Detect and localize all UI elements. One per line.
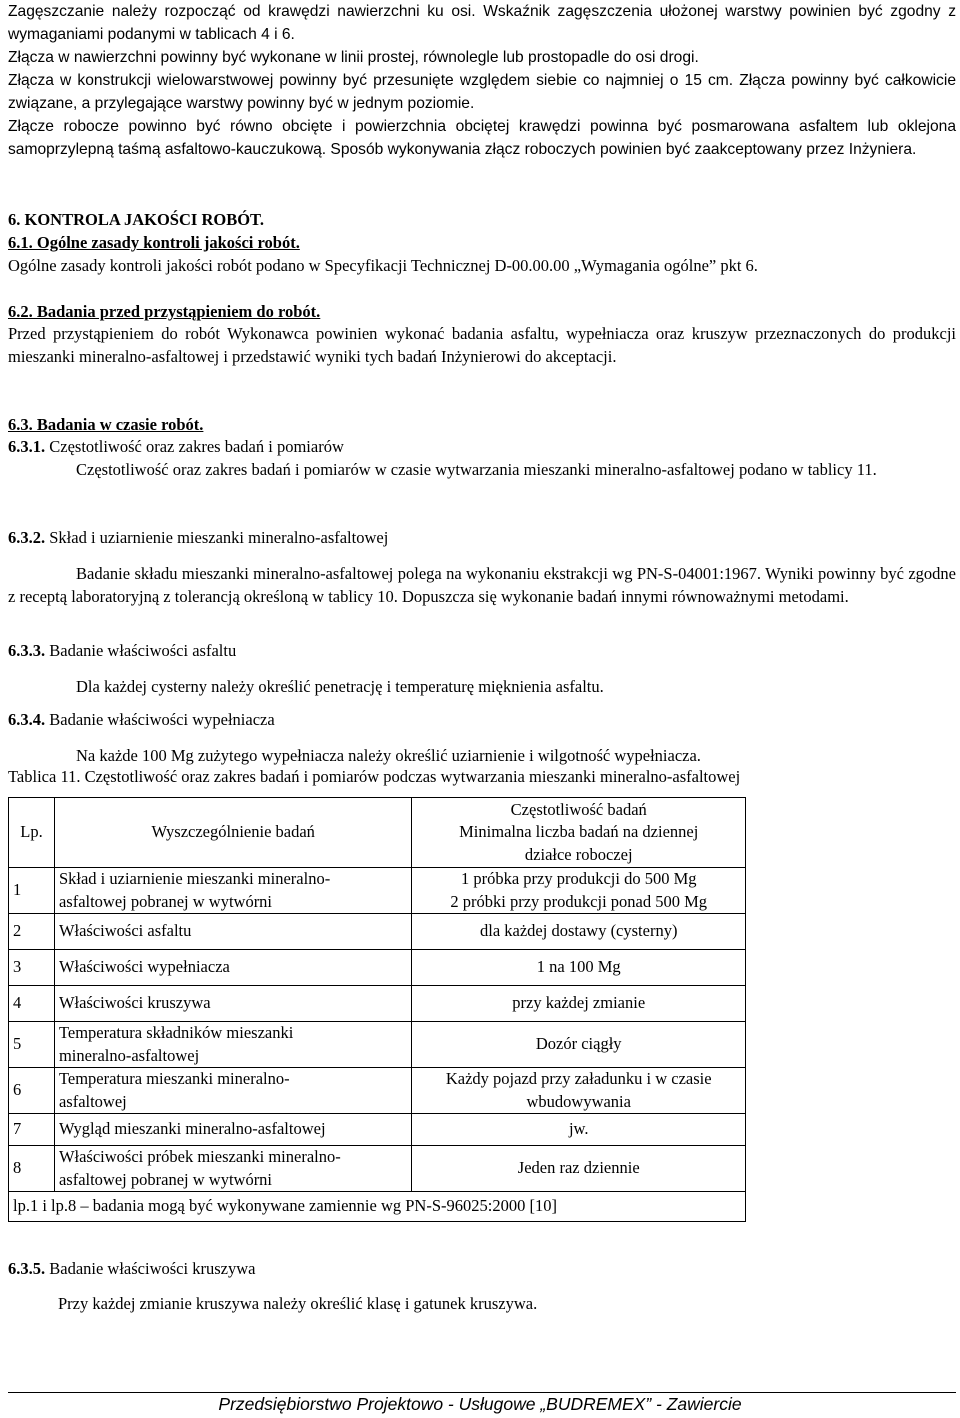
section-6-3-3-title: Badanie właściwości asfaltu (49, 641, 237, 660)
row-item-line1: Temperatura składników mieszanki (58, 1023, 294, 1042)
row-item (54, 868, 412, 914)
row-lp: 3 (9, 950, 55, 986)
section-6-1-heading: 6.1. Ogólne zasady kontroli jakości robót. (8, 233, 300, 252)
row-lp: 2 (9, 914, 55, 950)
row-lp: 7 (9, 1114, 55, 1146)
section-6-3-5-number: 6.3.5. (8, 1259, 46, 1278)
row-item-line2: asfaltowej pobranej w wytwórni (58, 891, 273, 911)
table-11 (8, 797, 746, 1222)
table-row (9, 1068, 746, 1114)
section-6-3-4-title: Badanie właściwości wypełniacza (49, 710, 275, 729)
row-item: Właściwości wypełniacza (54, 950, 412, 986)
row-frequency-line1: Każdy pojazd przy załadunku i w czasie (445, 1069, 712, 1088)
row-item-line2: mineralno-asfaltowej (58, 1045, 200, 1065)
header-item: Wyszczególnienie badań (54, 798, 412, 868)
table-header-row (9, 798, 746, 868)
intro-block (8, 0, 956, 161)
row-lp: 4 (9, 986, 55, 1022)
section-6-2-text: Przed przystąpieniem do robót Wykonawca powinien wykonać badania asfaltu, wypełniacza oraz kruszyw przeznaczonych do produkcji mieszanki mineralno-asfaltowej i przedstawić wyniki tych badań Inżynierowi do akceptacji. (8, 324, 956, 366)
row-item: Wygląd mieszanki mineralno-asfaltowej (54, 1114, 412, 1146)
section-6-3-2-title: Skład i uziarnienie mieszanki mineralno-asfaltowej (49, 528, 389, 547)
row-frequency-line2: 2 próbki przy produkcji ponad 500 Mg (450, 891, 708, 911)
row-frequency: przy każdej zmianie (412, 986, 746, 1022)
header-frequency-line3: działce roboczej (524, 844, 633, 864)
row-frequency: dla każdej dostawy (cysterny) (412, 914, 746, 950)
row-frequency: 1 na 100 Mg (412, 950, 746, 986)
row-frequency: Jeden raz dziennie (412, 1146, 746, 1192)
page-footer: Przedsiębiorstwo Projektowo - Usługowe „BUDREMEX” - Zawiercie (218, 1394, 742, 1414)
section-6-3-4-number: 6.3.4. (8, 710, 46, 729)
footer-divider (8, 1392, 956, 1393)
section-6-3-2-number: 6.3.2. (8, 528, 46, 547)
section-6-3-5-text: Przy każdej zmianie kruszywa należy określić klasę i gatunek kruszywa. (58, 1294, 538, 1313)
section-6-3-3-text: Dla każdej cysterny należy określić penetrację i temperaturę mięknienia asfaltu. (76, 677, 604, 696)
section-6-3-4-heading (8, 708, 275, 731)
section-6-3-1-text: Częstotliwość oraz zakres badań i pomiarów w czasie wytwarzania mieszanki mineralno-asfaltowej podano w tablicy 11. (76, 460, 877, 479)
row-frequency: Dozór ciągły (412, 1022, 746, 1068)
section-6-3-5-heading (8, 1257, 255, 1280)
row-frequency (412, 868, 746, 914)
row-item (54, 1068, 412, 1114)
table-row (9, 1114, 746, 1146)
row-item-line1: Skład i uziarnienie mieszanki mineralno- (58, 869, 331, 888)
header-lp: Lp. (9, 798, 55, 868)
paragraph-joints-line: Złącza w nawierzchni powinny być wykonane w linii prostej, równolegle lub prostopadle do osi drogi. (8, 49, 699, 66)
row-item (54, 1146, 412, 1192)
header-frequency (412, 798, 746, 868)
section-6-3-heading: 6.3. Badania w czasie robót. (8, 415, 204, 434)
table-row (9, 950, 746, 986)
section-6-3-2-text: Badanie składu mieszanki mineralno-asfaltowej polega na wykonaniu ekstrakcji wg PN-S-04001:1967. Wyniki powinny być zgodne z receptą laboratoryjną z tolerancją określoną w tablicy 10. Dopuszcza się wykonanie badań innymi równoważnymi metodami. (8, 564, 956, 606)
row-frequency-line1: 1 próbka przy produkcji do 500 Mg (460, 869, 697, 888)
section-6-heading: 6. KONTROLA JAKOŚCI ROBÓT. (8, 210, 264, 229)
paragraph-joints-multilayer: Złącza w konstrukcji wielowarstwowej powinny być przesunięte względem siebie co najmniej o 15 cm. Złącza powinny być całkowicie związane, a przylegające warstwy powinny być w jednym poziomie. (8, 72, 956, 112)
section-6-3-3-number: 6.3.3. (8, 641, 46, 660)
table-row (9, 1146, 746, 1192)
paragraph-compaction: Zagęszczanie należy rozpocząć od krawędzi nawierzchni ku osi. Wskaźnik zagęszczenia ułożonej warstwy powinien być zgodny z wymaganiami podanymi w tablicach 4 i 6. (8, 3, 956, 43)
row-lp: 8 (9, 1146, 55, 1192)
header-frequency-line2: Minimalna liczba badań na dziennej (459, 822, 699, 842)
section-6-3-1-number: 6.3.1. (8, 437, 46, 456)
table-row (9, 986, 746, 1022)
header-frequency-line1: Częstotliwość badań (510, 799, 647, 819)
row-frequency-line2: wbudowywania (526, 1091, 631, 1111)
table-row (9, 1022, 746, 1068)
table-row (9, 868, 746, 914)
row-item-line1: Właściwości próbek mieszanki mineralno- (58, 1147, 341, 1166)
row-item-line2: asfaltowej pobranej w wytwórni (58, 1169, 273, 1189)
row-lp: 5 (9, 1022, 55, 1068)
section-6-3-1-heading (8, 435, 344, 458)
section-6-1-text: Ogólne zasady kontroli jakości robót podano w Specyfikacji Technicznej D-00.00.00 „Wymagania ogólne” pkt 6. (8, 256, 758, 275)
table-note-row (9, 1192, 746, 1222)
row-frequency: jw. (412, 1114, 746, 1146)
paragraph-work-joint: Złącze robocze powinno być równo obcięte i powierzchnia obciętej krawędzi powinna być posmarowana asfaltem lub oklejona samoprzylepną taśmą asfaltowo-kauczukową. Sposób wykonywania złącz roboczych powinien być zaakceptowany przez Inżyniera. (8, 118, 956, 158)
row-item: Właściwości kruszywa (54, 986, 412, 1022)
section-6-3-4-text: Na każde 100 Mg zużytego wypełniacza należy określić uziarnienie i wilgotność wypełniacza. (76, 746, 701, 765)
row-item (54, 1022, 412, 1068)
section-6-3-5-title: Badanie właściwości kruszywa (49, 1259, 256, 1278)
row-frequency (412, 1068, 746, 1114)
section-6-2-heading: 6.2. Badania przed przystąpieniem do robót. (8, 302, 321, 321)
table-row (9, 914, 746, 950)
section-6-3-2-heading (8, 526, 388, 549)
row-item-line2: asfaltowej (58, 1091, 127, 1111)
table-11-caption: Tablica 11. Częstotliwość oraz zakres badań i pomiarów podczas wytwarzania mieszanki mineralno-asfaltowej (8, 767, 741, 786)
section-6-3-1-title: Częstotliwość oraz zakres badań i pomiarów (49, 437, 344, 456)
row-item: Właściwości asfaltu (54, 914, 412, 950)
row-lp: 1 (9, 868, 55, 914)
row-lp: 6 (9, 1068, 55, 1114)
table-note: lp.1 i lp.8 – badania mogą być wykonywane zamiennie wg PN-S-96025:2000 [10] (9, 1192, 746, 1222)
section-6-3-3-heading (8, 639, 236, 662)
row-item-line1: Temperatura mieszanki mineralno- (58, 1069, 290, 1088)
